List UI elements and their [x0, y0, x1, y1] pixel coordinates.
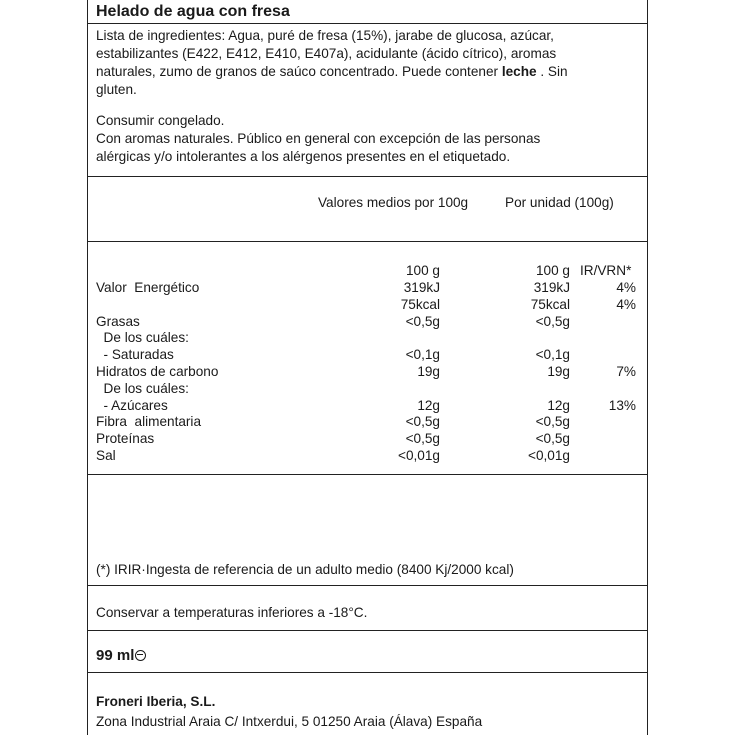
notes-line: Con aromas naturales. Público en general con excepción de las personas [96, 131, 541, 146]
divider [87, 585, 648, 586]
nutrient-value-unit: <0,1g [535, 347, 570, 363]
nutrient-value-100g: 319kJ [403, 280, 440, 295]
nutrient-value-ir: 13% [608, 397, 636, 413]
divider [87, 241, 648, 242]
nutrient-label: - Saturadas [96, 347, 174, 363]
nutrient-label: De los cuáles: [96, 330, 189, 346]
nutrient-value-100g: <0,1g [405, 347, 440, 363]
nutrient-value-unit: <0,01g [528, 448, 570, 463]
divider [87, 176, 648, 177]
nutrient-value-unit: <0,5g [535, 313, 570, 329]
nutrient-value-100g: <0,5g [405, 414, 440, 430]
volume-text: 99 ml [96, 647, 135, 664]
subheader-ir: IR/VRN* [580, 263, 632, 278]
nutrient-value-ir: 7% [616, 364, 636, 379]
estimated-e-icon [135, 650, 146, 661]
product-title: Helado de agua con fresa [96, 3, 290, 20]
nutrient-value-ir: 4% [616, 280, 636, 295]
ingredients-line: estabilizantes (E422, E412, E410, E407a), acidulante (ácido cítrico), aromas [96, 46, 557, 61]
volume-line [96, 647, 146, 665]
nutrient-value-unit: <0,5g [535, 414, 570, 430]
nutrient-value-100g: <0,5g [405, 431, 440, 447]
ingredients-block [96, 27, 636, 99]
col-header-unit: Por unidad (100g) [505, 195, 614, 210]
nutrient-value-unit: <0,5g [535, 431, 570, 447]
notes-block [96, 112, 636, 166]
nutrient-value-unit: 319kJ [533, 280, 570, 295]
consume-note: Consumir congelado. [96, 113, 225, 128]
nutrient-label: - Azúcares [96, 397, 168, 413]
nutrient-label: Proteínas [96, 431, 155, 447]
nutrient-value-unit: 75kcal [530, 296, 570, 312]
nutrient-label: Fibra alimentaria [96, 414, 202, 430]
divider [87, 630, 648, 631]
nutrient-label: Hidratos de carbono [96, 364, 219, 379]
company-name: Froneri Iberia, S.L. [96, 694, 216, 709]
nutrient-value-100g: 75kcal [400, 296, 440, 312]
divider [87, 474, 648, 475]
ingredients-line: Lista de ingredientes: Agua, puré de fresa (15%), jarabe de glucosa, azúcar, [96, 28, 554, 43]
nutrient-value-100g: <0,5g [405, 313, 440, 329]
ingredients-line: naturales, zumo de granos de saúco concentrado. Puede contener leche . Sin [96, 64, 568, 79]
ingredients-line: gluten. [96, 82, 137, 97]
nutrient-value-unit: 19g [547, 364, 570, 379]
divider [87, 23, 648, 24]
subheader-unit: 100 g [535, 263, 570, 278]
nutrient-value-100g: 19g [417, 364, 440, 379]
divider [87, 672, 648, 673]
allergen-text: leche [501, 64, 537, 79]
subheader-100g: 100 g [405, 263, 440, 278]
storage-note: Conservar a temperaturas inferiores a -18°C. [96, 605, 368, 620]
reference-note: (*) IRIR·Ingesta de referencia de un adulto medio (8400 Kj/2000 kcal) [96, 562, 514, 577]
nutrient-label: De los cuáles: [96, 380, 189, 396]
nutrient-value-100g: 12g [417, 397, 440, 413]
nutrient-label: Sal [96, 448, 116, 463]
nutrient-value-unit: 12g [547, 397, 570, 413]
col-header-100g: Valores medios por 100g [318, 195, 469, 210]
nutrient-value-100g: <0,01g [398, 448, 440, 463]
notes-line: alérgicas y/o intolerantes a los alérgenos presentes en el etiquetado. [96, 149, 511, 164]
nutrient-label: Grasas [96, 313, 140, 329]
company-address: Zona Industrial Araia C/ Intxerdui, 5 01250 Araia (Álava) España [96, 714, 483, 729]
nutrient-label: Valor Energético [96, 280, 200, 295]
nutrient-value-ir: 4% [616, 296, 636, 312]
